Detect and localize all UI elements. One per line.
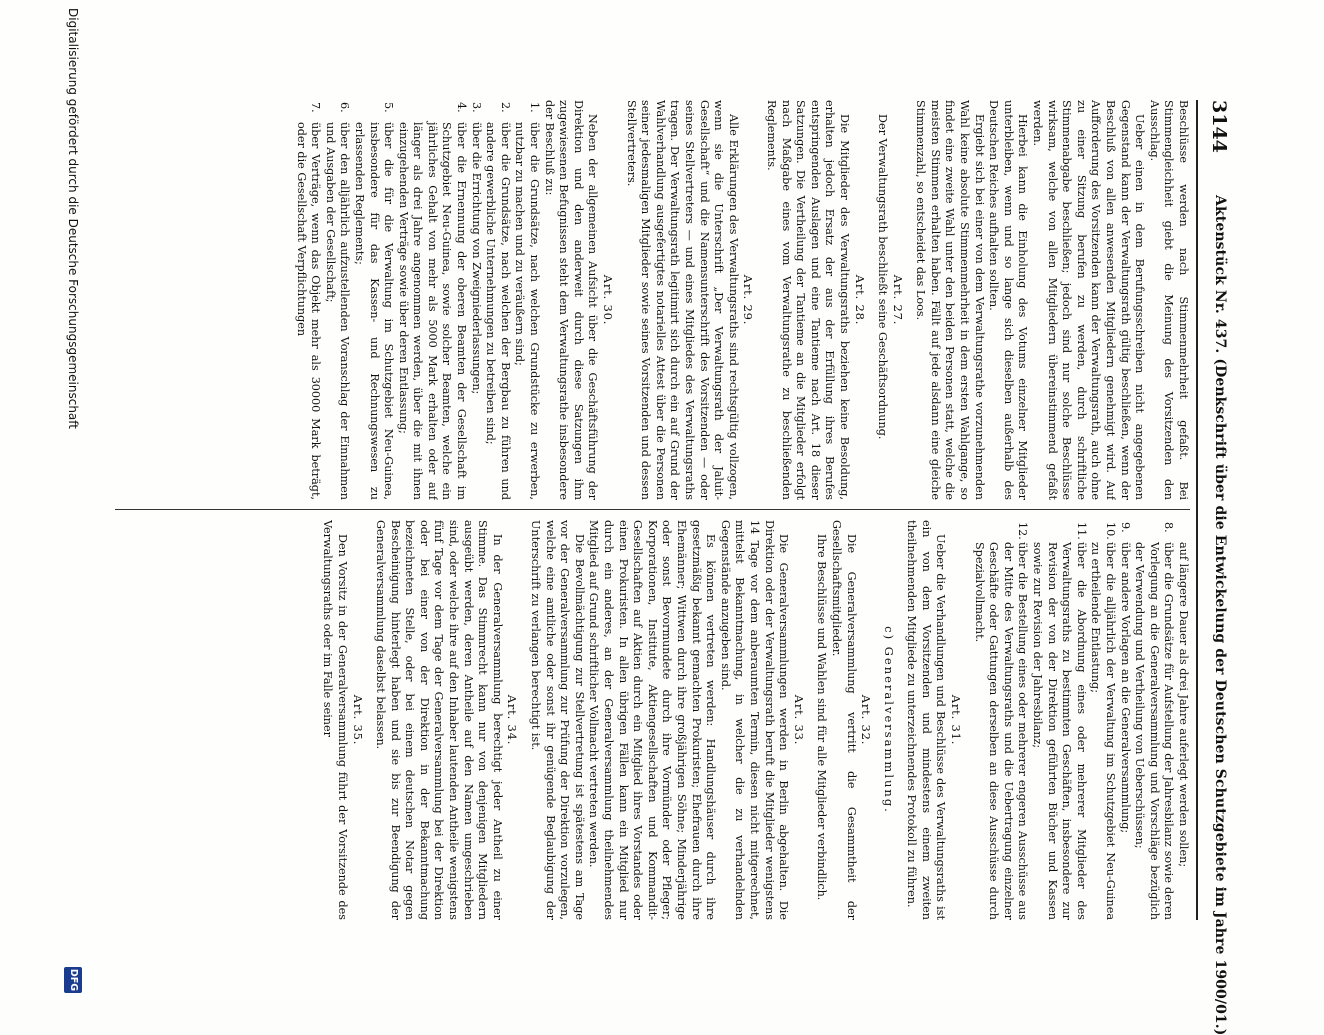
list-item: 3. über die Errichtung von Zweigniederlassungen; <box>469 102 483 395</box>
section-heading: c) Generalversammlung. <box>881 626 896 814</box>
list-item: 8. über die Grundsätze für Aufstellung der Jahresbilanz sowie deren Vorlegung an die Generalversammlung und Vorschläge bezüglich der Verwendung und Vertheilung von Ueberschüssen; <box>1133 522 1176 920</box>
list-item: 7. über Verträge, wenn das Objekt mehr als 30000 Mark beträgt, oder die Gesellschaft Verpflichtungen <box>294 102 323 500</box>
paragraph: auf längere Dauer als drei Jahre auferlegt werden sollen; <box>1177 542 1190 868</box>
left-column <box>110 100 1190 500</box>
list-item: 9. über andere Vorlagen an die Generalversammlung; <box>1118 522 1132 834</box>
paragraph: Die Bevollmächtigung zur Stellvertretung ist spätestens am Tage vor der Generalversammlung zur Prüfung der Direktion vorzulegen, welche eine amtliche oder sonst ihr genügende Beglaubigung der Unterschrift zu verlangen berechtigt ist. <box>529 520 586 920</box>
article-heading: Art. 29. <box>741 274 756 326</box>
article-heading: Art. 34. <box>505 694 520 746</box>
article-heading: Art. 27. <box>890 274 905 326</box>
paragraph: Die Generalversammlungen werden in Berlin abgehalten. Die Direktion oder der Verwaltungsrath beruft die Mitglieder wenigstens 14 Tage vor dem anberaumten Termin, diesen nicht mitgerechnet, mittelst Bekanntmachung, in welcher die zu verhandelnden Gegenstände anzugeben sind. <box>718 520 791 920</box>
article-heading: Art. 33. <box>791 694 806 746</box>
list-item: 6. über den alljährlich aufzustellenden Voranschlag der Einnahmen und Ausgaben der Gesellschaft; <box>323 102 352 500</box>
digitization-footer <box>60 0 84 1000</box>
page-number: 3144 <box>1208 100 1230 153</box>
column-divider <box>115 509 1190 510</box>
numbered-list <box>293 100 541 500</box>
footer-credit: Digitalisierung gefördert durch die Deutsche Forschungsgemeinschaft <box>66 8 80 430</box>
list-item: 10. über die alljährlich der Verwaltung im Schutzgebiet Neu-Guinea zu ertheilende Entlastung; <box>1089 522 1118 920</box>
list-item: 2. über die Grundsätze, nach welchen der Bergbau zu führen und andere gewerbliche Unternehmungen zu betreiben sind; <box>484 102 512 500</box>
header-rule <box>1196 100 1198 920</box>
running-title: Aktenstück Nr. 437. (Denkschrift über die Entwickelung der Deutschen Schutzgebiete im Jahre 1900/01.) <box>1212 195 1228 1035</box>
paragraph: Beschlüsse werden nach Stimmenmehrheit gefaßt. Bei Stimmengleichheit giebt die Meinung des Vorsitzenden den Ausschlag. <box>1147 100 1190 500</box>
list-item: 4. über die Ernennung der oberen Beamten der Gesellschaft im Schutzgebiet Neu-Guinea, sowie solcher Beamten, welche ein jährliches Gehalt von mehr als 5000 Mark erhalten oder auf länger als drei Jahre angenommen werden, über die mit ihnen einzugehenden Verträge sowie über deren Entlassung; <box>396 102 469 500</box>
article-heading: Art. 28. <box>852 274 867 326</box>
list-item: 12. über die Bestellung eines oder mehrerer engeren Ausschüsse aus der Mitte des Verwaltungsraths und die Uebertragung einzelner Geschäfte oder Gattungen derselben an diese Ausschüsse durch Spezialvollmacht. <box>972 522 1030 920</box>
list-item: 1. über die Grundsätze, nach welchen Grundstücke zu erwerben, nutzbar zu machen und zu veräußern sind; <box>513 102 542 500</box>
dfg-logo: DFG <box>64 967 82 993</box>
numbered-list <box>971 520 1175 920</box>
article-heading: Art. 32. <box>859 694 874 746</box>
paragraph: Alle Erklärungen des Verwaltungsraths sind rechtsgültig vollzogen, wenn sie die Unterschrift „Der Verwaltungsrath der Jaluit-Gesellschaft“ und die Namensunterschrift des Vorsitzenden — oder seines Stellvertreters — und eines Mitgliedes des Verwaltungsraths tragen. Der Verwaltungsrath legitimirt sich durch ein auf Grund der Wahlverhandlung ausgefertigtes notarielles Attest über die Personen seiner jedesmaligen Mitglieder sowie seines Vorsitzenden und dessen Stellvertreters. <box>624 100 740 500</box>
list-item: 11. über die Abordnung eines oder mehrerer Mitglieder des Verwaltungsraths zu bestimmten Geschäften, insbesondere zur Revision der von der Direktion geführten Bücher und Kassen sowie zur Revision der Jahresbilanz; <box>1031 522 1088 920</box>
paragraph: Die Mitglieder des Verwaltungsraths beziehen keine Besoldung, erhalten jedoch Ersatz der aus der Erfüllung ihres Berufes entspringenden Auslagen und eine Tantieme nach Art. 18 dieser Satzungen. Die Vertheilung der Tantieme an die Mitglieder erfolgt nach Maßgabe eines vom Verwaltungsrathe zu beschließenden Reglements. <box>764 100 851 500</box>
paragraph: Den Vorsitz in der Generalversammlung führt der Vorsitzende des Verwaltungsraths oder im Falle seiner <box>321 520 349 920</box>
right-column <box>110 520 1190 920</box>
list-item: 5. über die für die Verwaltung im Schutzgebiet Neu-Guinea, insbesondere für das Kassen- und Rechnungswesen zu erlassenden Reglements; <box>352 102 396 500</box>
article-heading: Art. 35. <box>350 694 365 746</box>
paragraph: Es können vertreten werden: Handlungshäuser durch ihre gesetzmäßig bekannt gemachten Prokuristen; Ehefrauen durch ihre Ehemänner; Wittwen durch ihre großjährigen Söhne; Minderjährige oder sonst Bevormundete durch ihre Vormünder oder Pfleger; Korporationen, Institute, Aktiengesellschaften und Kommandit-Gesellschaften auf Aktien durch ein Mitglied ihres Vorstandes oder einen Prokuristen. In allen übrigen Fällen kann ein Mitglied nur durch ein anderes, an der Generalversammlung theilnehmendes Mitglied auf Grund schriftlicher Vollmacht vertreten werden. <box>587 520 718 920</box>
paragraph: Hierbei kann die Einholung des Votums einzelner Mitglieder unterbleiben, wenn und so lange sich dieselben außerhalb des Deutschen Reiches aufhalten sollten. <box>987 100 1030 500</box>
paragraph: Neben der allgemeinen Aufsicht über die Geschäftsführung der Direktion und den anderweit durch diese Satzungen ihm zugewiesenen Befugnissen steht dem Verwaltungsrathe insbesondere der Beschluß zu: <box>542 100 600 500</box>
article-heading: Art. 31. <box>949 694 964 746</box>
paragraph: Ueber einen in dem Berufungsschreiben nicht angegebenen Gegenstand kann der Verwaltungsrath gültig beschließen, wenn der Beschluß von allen anwesenden Mitgliedern genehmigt wird. Auf Aufforderung des Vorsitzenden kann der Verwaltungsrath, auch ohne zu einer Sitzung berufen zu werden, durch schriftliche Stimmenabgabe beschließen; jedoch sind nur solche Beschlüsse wirksam, welche von allen Mitgliedern übereinstimmend gefaßt werden. <box>1031 100 1147 500</box>
article-heading: Art. 30. <box>601 274 616 326</box>
paragraph: In der Generalversammlung berechtigt jeder Antheil zu einer Stimme. Das Stimmrecht kann nur von denjenigen Mitgliedern ausgeübt werden, deren Antheile auf den Namen umgeschrieben sind, oder welche ihre auf den Inhaber lautenden Antheile wenigstens fünf Tage vor dem Tage der Generalversammlung bei der Direktion oder bei einer von der Direktion in der Bekanntmachung bezeichneten Stelle, oder bei einem deutschen Notar gegen Bescheinigung hinterlegt haben und sie bis zur Beendigung der Generalversammlung daselbst belassen. <box>374 520 504 920</box>
page-header <box>1200 100 1234 1035</box>
paragraph: Die Generalversammlung vertritt die Gesammtheit der Gesellschaftsmitglieder. <box>829 520 858 920</box>
paragraph: Der Verwaltungsrath beschließt seine Geschäftsordnung. <box>876 114 890 440</box>
paragraph: Ergiebt sich bei einer von dem Verwaltungsrathe vorzunehmenden Wahl keine absolute Stimmenmehrheit in dem ersten Wahlgange, so findet eine zweite Wahl unter den beiden Personen statt, welche die meisten Stimmen erhalten haben. Fällt auf jede alsdann eine gleiche Stimmenzahl, so entscheidet das Loos. <box>914 100 986 500</box>
paragraph: Ueber die Verhandlungen und Beschlüsse des Verwaltungsraths ist ein von dem Vorsitzenden und mindestens einem zweiten theilnehmenden Mitgliede zu unterzeichnendes Protokoll zu führen. <box>905 520 948 920</box>
paragraph: Ihre Beschlüsse und Wahlen sind für alle Mitglieder verbindlich. <box>815 534 829 901</box>
